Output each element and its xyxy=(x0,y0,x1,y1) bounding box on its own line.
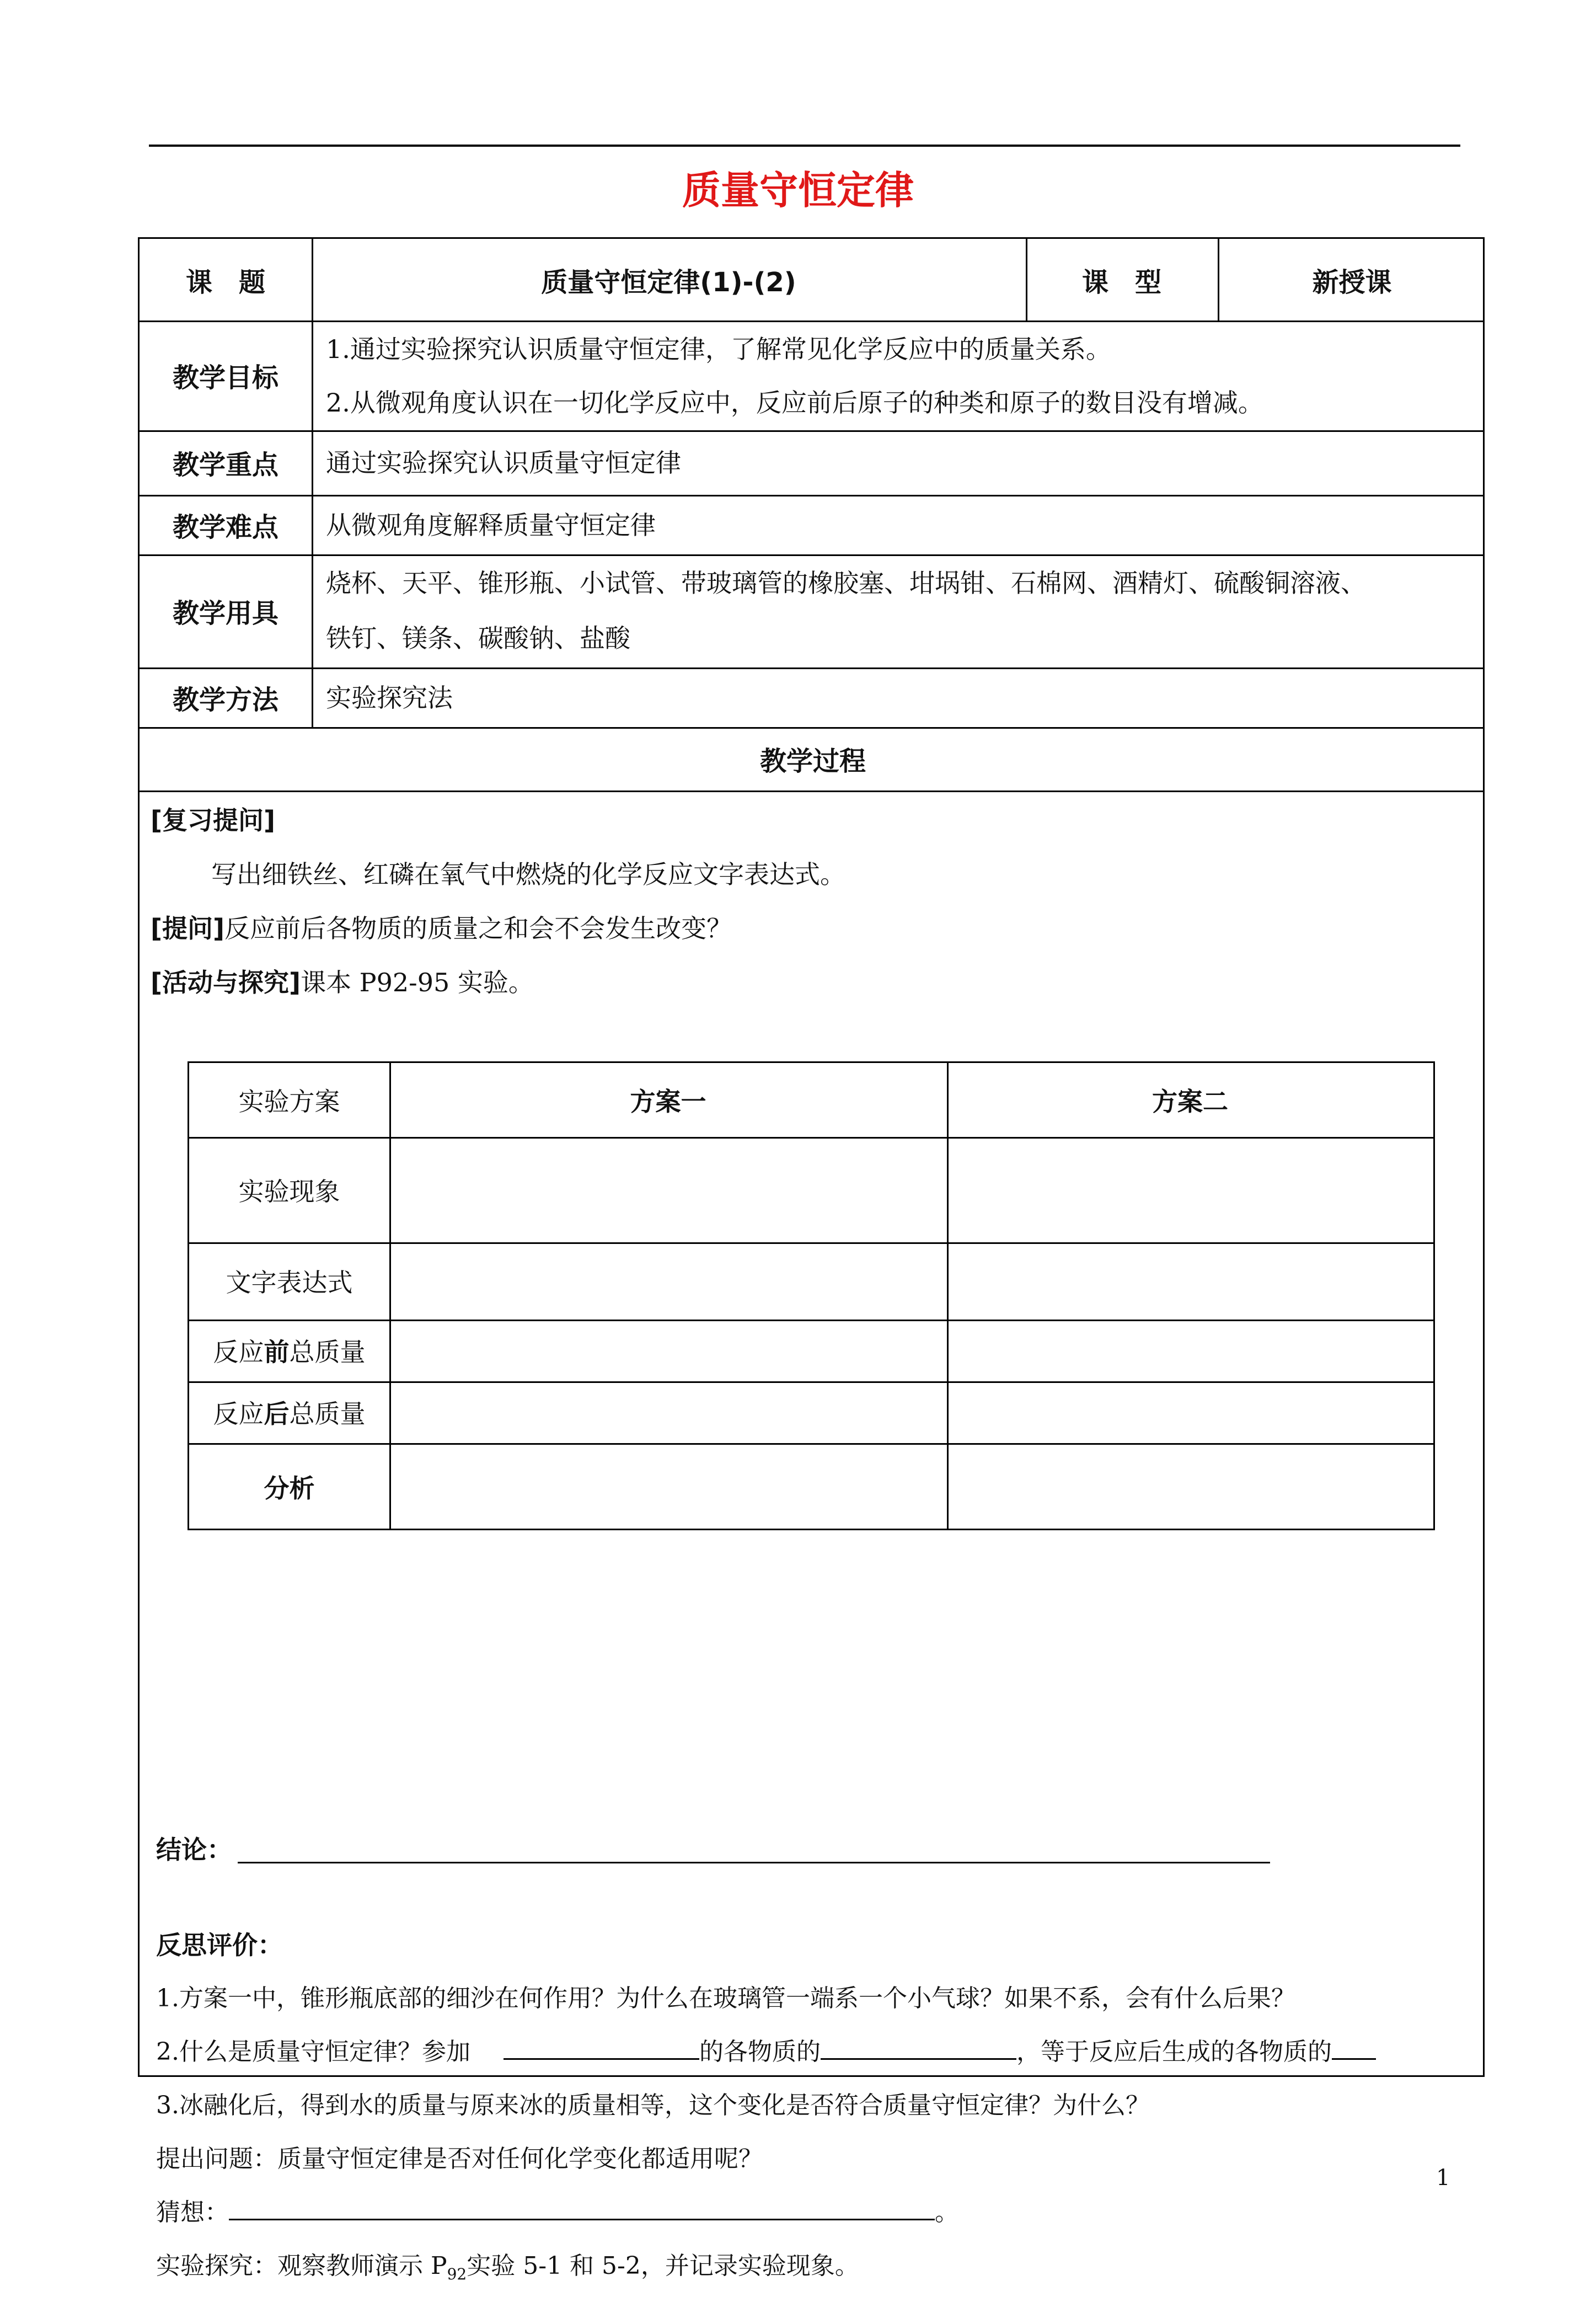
q2-blank-2 xyxy=(821,2036,1016,2060)
guess-line xyxy=(156,2185,959,2240)
question-text: 反应前后各物质的质量之和会不会发生改变？ xyxy=(224,914,732,943)
mass-after-b: 总质量 xyxy=(289,1399,366,1429)
explore-subscript: 92 xyxy=(447,2264,467,2283)
tools-line-2: 铁钉、镁条、碳酸钠、盐酸 xyxy=(326,623,630,653)
col-header-plan-1: 方案一 xyxy=(630,1087,706,1117)
mass-after-a: 反应 xyxy=(213,1399,264,1429)
topic-label: 课 题 xyxy=(185,266,265,298)
question-tag-close: ] xyxy=(213,914,225,943)
row-label-mass-after xyxy=(189,1381,389,1443)
tools-line-1: 烧杯、天平、锥形瓶、小试管、带玻璃管的橡胶塞、坩埚钳、石棉网、酒精灯、硫酸铜溶液、 xyxy=(326,568,1366,598)
question-tag-open: [ xyxy=(151,914,163,943)
conclusion-label: 结论： xyxy=(156,1835,232,1865)
row-label-analysis: 分析 xyxy=(264,1473,315,1503)
difficulty-text: 从微观角度解释质量守恒定律 xyxy=(326,510,656,540)
focus-text: 通过实验探究认识质量守恒定律 xyxy=(326,448,681,478)
explore-line xyxy=(156,2239,859,2302)
q2-blank-3 xyxy=(1332,2036,1376,2060)
reflection-q1: 1.方案一中，锥形瓶底部的细沙在何作用？为什么在玻璃管一端系一个小气球？如果不系，会有什么后果？ xyxy=(156,1984,1295,2012)
activity-text: 课本 P92-95 实验。 xyxy=(301,968,534,997)
experiment-table xyxy=(188,1061,1435,1530)
type-label: 课 型 xyxy=(1081,266,1161,298)
reflection-q3: 3.冰融化后，得到水的质量与原来冰的质量相等，这个变化是否符合质量守恒定律？为什么？ xyxy=(156,2091,1150,2119)
focus-label: 教学重点 xyxy=(172,450,279,480)
document-title: 质量守恒定律 xyxy=(682,168,914,213)
guess-label: 猜想： xyxy=(156,2198,229,2226)
topic-value: 质量守恒定律(1)-(2) xyxy=(541,266,796,298)
mass-before-b: 总质量 xyxy=(289,1337,366,1367)
mass-before-a: 反应 xyxy=(213,1337,264,1367)
q2-part-c: ，等于反应后生成的各物质的 xyxy=(1016,2038,1332,2066)
col-header-plan: 实验方案 xyxy=(238,1087,340,1117)
conclusion-blank xyxy=(238,1862,1270,1863)
review-text: 写出细铁丝、红磷在氧气中燃烧的化学反应文字表达式。 xyxy=(211,859,845,889)
reflection-q2 xyxy=(156,2025,1376,2080)
process-header: 教学过程 xyxy=(759,746,866,777)
explore-part-b: 实验 5-1 和 5-2，并记录实验现象。 xyxy=(467,2252,859,2280)
objective-line-2: 2.从微观角度认识在一切化学反应中，反应前后原子的种类和原子的数目没有增减。 xyxy=(326,388,1263,418)
method-text: 实验探究法 xyxy=(326,683,453,713)
tools-label: 教学用具 xyxy=(172,598,279,629)
guess-end: 。 xyxy=(935,2198,959,2226)
row-divider xyxy=(140,495,1483,496)
objectives-label: 教学目标 xyxy=(172,362,279,393)
difficulty-label: 教学难点 xyxy=(172,511,279,543)
review-tag: [复习提问] xyxy=(151,805,276,835)
col-header-plan-2: 方案二 xyxy=(1152,1087,1228,1117)
activity-tag-open: [ xyxy=(151,968,163,997)
explore-part-a: 实验探究：观察教师演示 P xyxy=(156,2252,447,2280)
objective-line-1: 1.通过实验探究认识质量守恒定律，了解常见化学反应中的质量关系。 xyxy=(326,334,1111,364)
reflection-label: 反思评价： xyxy=(156,1930,283,1960)
page-number: 1 xyxy=(1436,2165,1450,2191)
row-divider xyxy=(140,791,1483,792)
raise-question: 提出问题：质量守恒定律是否对任何化学变化都适用呢？ xyxy=(156,2145,763,2173)
type-value: 新授课 xyxy=(1312,266,1392,298)
row-divider xyxy=(140,430,1483,432)
activity-tag-close: ] xyxy=(289,968,301,997)
row-label-expression: 文字表达式 xyxy=(226,1268,353,1297)
row-label-mass-before xyxy=(189,1320,389,1381)
row-divider xyxy=(140,667,1483,669)
header-rule xyxy=(149,145,1460,147)
guess-blank xyxy=(229,2197,935,2220)
question-tag: 提问 xyxy=(162,914,213,943)
method-label: 教学方法 xyxy=(172,684,279,715)
activity-tag: 活动与探究 xyxy=(162,968,290,997)
mass-after-bold: 后 xyxy=(264,1399,290,1429)
question-line xyxy=(151,901,732,956)
q2-part-b: 的各物质的 xyxy=(699,2038,821,2066)
activity-line xyxy=(151,955,534,1010)
q2-blank-1 xyxy=(504,2036,699,2060)
row-label-phenomenon: 实验现象 xyxy=(238,1176,340,1206)
mass-before-bold: 前 xyxy=(264,1337,290,1367)
q2-part-a: 2.什么是质量守恒定律？参加 xyxy=(156,2038,470,2066)
